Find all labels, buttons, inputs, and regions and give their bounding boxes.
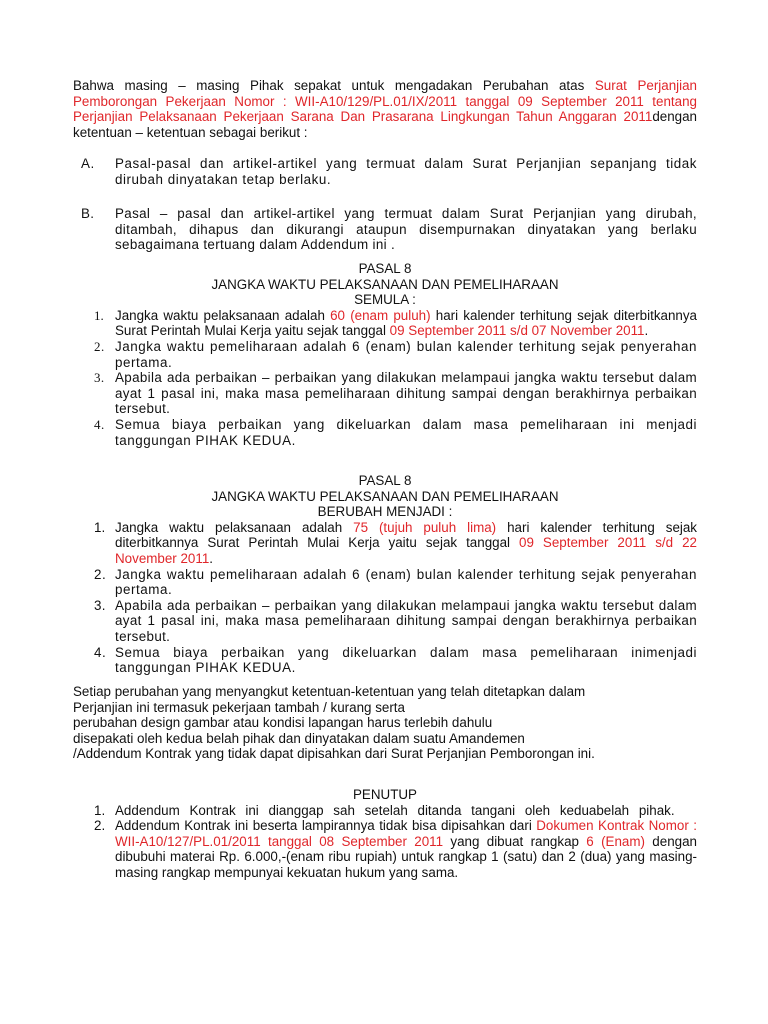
list-item (73, 598, 697, 645)
item-text: yang dibuat rangkap (443, 833, 587, 849)
item-duration: 60 (enam puluh) (330, 307, 431, 323)
section-penutup (73, 787, 697, 881)
list-number: 3. (94, 370, 105, 386)
section-berubah (73, 473, 697, 676)
item-text: dengan dibubuhi materai Rp. 6.000,-(enam ribu rupiah) untuk rangkap 1 (satu) dan 2 (dua) yang masing-masing rangkap mempunyai kekuatan hukum yang sama. (115, 833, 697, 880)
list-item (73, 803, 697, 819)
item-text: Jangka waktu pemeliharaan adalah 6 (enam) bulan kalender terhitung sejak penyerahan pertama. (115, 338, 697, 370)
item-text: . (644, 323, 649, 339)
list-number: 2. (94, 338, 105, 354)
list-item (73, 339, 697, 370)
section-subheading: JANGKA WAKTU PELAKSANAAN DAN PEMELIHARAAN (211, 488, 559, 504)
item-text: Apabila ada perbaikan – perbaikan yang dilakukan melampaui jangka waktu tersebut dalam ayat 1 pasal ini, maka masa pemeliharaan dihitung sampai dengan berakhirnya perbaikan tersebut. (115, 370, 697, 417)
item-text: Jangka waktu pemeliharaan adalah 6 (enam) bulan kalender terhitung sejak penyerahan pertama. (115, 566, 697, 598)
item-text: Semua biaya perbaikan yang dikeluarkan dalam masa pemeliharaan inimenjadi tanggungan PIHAK KEDUA. (115, 644, 697, 676)
list-item (73, 645, 697, 676)
section-heading: PASAL 8 (358, 473, 412, 488)
paragraph-line: disepakati oleh kedua belah pihak dan dinyatakan dalam suatu Amandemen (73, 730, 525, 746)
item-text: Jangka waktu pelaksanaan adalah (115, 307, 331, 323)
item-text: Semua biaya perbaikan yang dikeluarkan dalam masa pemeliharaan ini menjadi tanggungan PIHAK KEDUA. (115, 416, 697, 448)
intro-text-end: dengan ketentuan – ketentuan sebagai berikut : (73, 109, 697, 140)
point-a-text: Pasal-pasal dan artikel-artikel yang termuat dalam Surat Perjanjian sepanjang tidak dirubah dinyatakan tetap berlaku. (115, 156, 697, 187)
paragraph-line: perubahan design gambar atau kondisi lapangan harus terlebih dahulu (73, 715, 493, 731)
point-b-marker: B. (81, 206, 95, 222)
amendment-paragraph (73, 684, 697, 762)
intro-paragraph (73, 78, 697, 140)
intro-text: Bahwa masing – masing Pihak sepakat untuk mengadakan Perubahan atas (73, 78, 595, 93)
section-subheading: JANGKA WAKTU PELAKSANAAN DAN PEMELIHARAAN (211, 276, 559, 292)
paragraph-line: Setiap perubahan yang menyangkut ketentuan-ketentuan yang telah ditetapkan dalam (73, 684, 586, 699)
list-number: 2. (94, 818, 106, 834)
point-a (73, 156, 697, 187)
section-label: BERUBAH MENJADI : (317, 504, 453, 520)
list-number: 1. (94, 307, 104, 323)
points-list (73, 156, 697, 253)
section-semula (73, 261, 697, 448)
list-number: 2. (94, 566, 107, 582)
paragraph-line: /Addendum Kontrak yang tidak dapat dipisahkan dari Surat Perjanjian Pemborongan ini. (73, 746, 595, 762)
paragraph-line: Perjanjian ini termasuk pekerjaan tambah / kurang serta (73, 699, 405, 715)
item-text: Addendum Kontrak ini dianggap sah setelah ditanda tangani oleh keduabelah pihak. (115, 802, 675, 818)
intro-contract-ref: Surat Perjanjian Pemborongan Pekerjaan Nomor : WII-A10/129/PL.01/IX/2011 tanggal 09 September 2011 tentang Perjanjian Pelaksanaan Pekerjaan Sarana Dan Prasarana Lingkungan Tahun Anggaran 2011 (73, 78, 698, 125)
item-text: Apabila ada perbaikan – perbaikan yang dilakukan melampaui jangka waktu tersebut dalam ayat 1 pasal ini, maka masa pemeliharaan dihitung sampai dengan berakhirnya perbaikan tersebut. (115, 597, 697, 644)
item-text: Addendum Kontrak ini beserta lampirannya tidak bisa dipisahkan dari (115, 818, 537, 834)
list-number: 1. (94, 802, 106, 818)
list-number: 1. (94, 519, 106, 535)
list-number: 3. (94, 597, 106, 613)
list-item (73, 818, 697, 880)
list-number: 4. (94, 644, 107, 660)
item-text: . (209, 550, 214, 566)
list-item (73, 417, 697, 448)
item-date-range: 09 September 2011 s/d 22 November 2011 (115, 535, 697, 566)
list-item (73, 567, 697, 598)
item-copies: 6 (Enam) (586, 833, 645, 849)
list-item (73, 370, 697, 417)
list-number: 4. (94, 416, 105, 432)
section-heading: PASAL 8 (358, 261, 412, 276)
item-text: hari kalender terhitung sejak diterbitkannya Surat Perintah Mulai Kerja yaitu sejak tanggal (115, 307, 697, 339)
section-heading: PENUTUP (353, 787, 417, 802)
point-b (73, 206, 697, 253)
list-item (73, 520, 697, 567)
item-text: Jangka waktu pelaksanaan adalah (115, 519, 354, 535)
item-text: hari kalender terhitung sejak diterbitkannya Surat Perintah Mulai Kerja yaitu sejak tanggal (115, 519, 698, 551)
list-item (73, 308, 697, 339)
point-a-marker: A. (81, 156, 95, 171)
section-label: SEMULA : (354, 292, 416, 308)
point-b-text: Pasal – pasal dan artikel-artikel yang termuat dalam Surat Perjanjian yang dirubah, ditambah, dihapus dan dikurangi ataupun disempurnakan dinyatakan yang berlaku sebagaimana tertuang dalam Addendum ini . (115, 206, 697, 253)
item-contract-ref: Dokumen Kontrak Nomor : WII-A10/127/PL.01/2011 tanggal 08 September 2011 (115, 818, 697, 849)
item-date-range: 09 September 2011 s/d 07 November 2011 (389, 323, 645, 339)
item-duration: 75 (tujuh puluh lima) (353, 519, 497, 535)
